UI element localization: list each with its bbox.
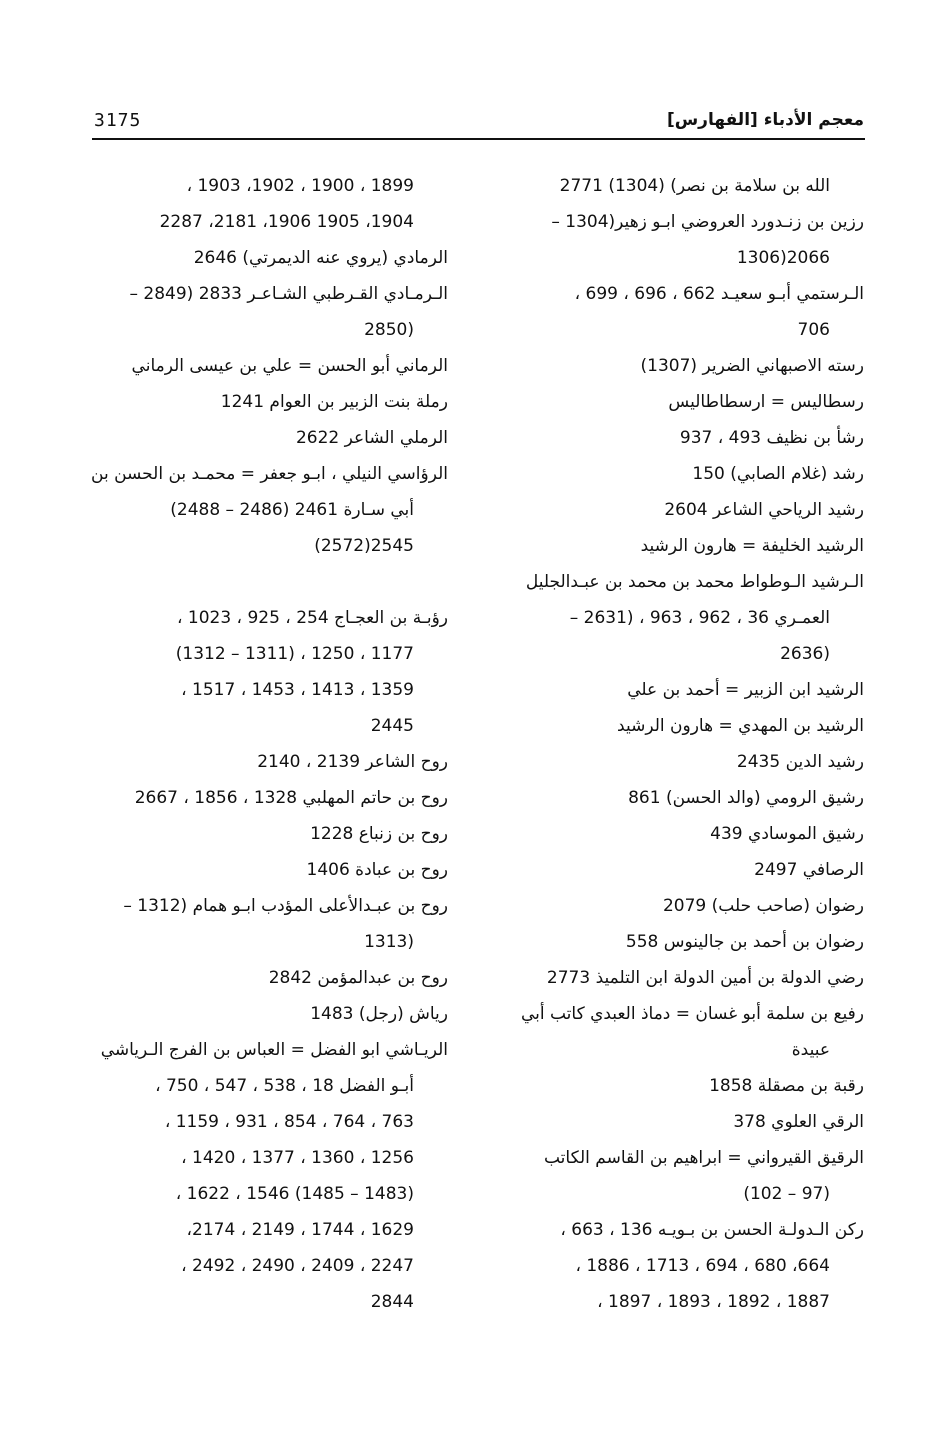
index-entry-line: 1256 ، 1360 ، 1377 ، 1420 ، — [181, 1148, 414, 1168]
index-entry-line: ركن الـدولـة الحسن بن بـويـه 136 ، 663 ، — [560, 1220, 864, 1240]
index-entry-line: رقبة بن مصقلة 1858 — [709, 1076, 864, 1096]
index-entry-line: رشد (غلام الصابي) 150 — [692, 464, 864, 484]
index-column-left — [86, 168, 448, 1320]
index-entry-line: 1904، 1905 1906، 2181، 2287 — [159, 212, 414, 232]
index-entry-line: أبي سـارة 2461 (2486 – 2488) — [170, 500, 414, 520]
index-entry-line: 2445 — [370, 716, 414, 736]
index-entry-line: (1483 – 1485) 1546 ، 1622 ، — [175, 1184, 414, 1204]
index-entry-line: روح بن زنباع 1228 — [310, 824, 448, 844]
index-entry-line: الرملي الشاعر 2622 — [295, 428, 448, 448]
index-entry-line: رشأ بن نظيف 493 ، 937 — [679, 428, 864, 448]
index-entry-line: 664، 680 ، 694 ، 1713 ، 1886 ، — [575, 1256, 830, 1276]
index-entry-line: رسته الاصبهاني الضرير (1307) — [640, 356, 864, 376]
index-entry-line: الـرستمي أبـو سعيـد 662 ، 696 ، 699 ، — [574, 284, 864, 304]
index-entry-line: (1313 — [364, 932, 414, 952]
index-entry-line: رزين بن زنـدورد العروضي ابـو زهير(1304 – — [551, 212, 864, 232]
index-entry-line: رشيد الدين 2435 — [736, 752, 864, 772]
index-entry-line: الرماني أبو الحسن = علي بن عيسى الرماني — [131, 356, 448, 376]
index-entry-line: (2636 — [780, 644, 830, 664]
index-entry-line: رضوان بن أحمد بن جالينوس 558 — [625, 932, 864, 952]
index-entry-line: الرشيد بن المهدي = هارون الرشيد — [617, 716, 864, 736]
index-entry-line: رياش (رجل) 1483 — [310, 1004, 448, 1024]
index-entry-line: 1177 ، 1250 ، (1311 – 1312) — [175, 644, 414, 664]
index-entry-line: الـرمـادي القـرطبي الشـاعـر 2833 (2849 – — [129, 284, 448, 304]
index-entry-line: 2844 — [370, 1292, 414, 1312]
index-entry-line: 2545(2572) — [314, 536, 414, 556]
index-entry-line: العمـري 36 ، 962 ، 963 ، (2631 – — [569, 608, 830, 628]
index-entry-line: روح بن عبدالمؤمن 2842 — [268, 968, 448, 988]
index-entry-line: 2066(1306 — [736, 248, 830, 268]
index-entry-line: الرؤاسي النيلي ، ابـو جعفر = محمـد بن الحسن بن — [91, 464, 448, 484]
index-entry-line: 2247 ، 2409 ، 2490 ، 2492 ، — [181, 1256, 414, 1276]
index-entry-line: روح الشاعر 2139 ، 2140 — [257, 752, 448, 772]
index-entry-line: الرقي العلوي 378 — [733, 1112, 864, 1132]
index-entry-line: 1899 ، 1900 ، 1902، 1903 ، — [186, 176, 414, 196]
index-entry-line: رشيق الموسادي 439 — [710, 824, 864, 844]
index-entry-line: 706 — [797, 320, 830, 340]
page-number: 3175 — [94, 110, 142, 131]
index-entry-line: رملة بنت الزبير بن العوام 1241 — [220, 392, 448, 412]
index-entry-line: عبيدة — [791, 1040, 830, 1060]
index-entry-line: رضي الدولة بن أمين الدولة ابن التلميذ 2773 — [546, 968, 864, 988]
index-entry-line: رفيع بن سلمة أبو غسان = دماذ العبدي كاتب أبي — [520, 1004, 864, 1024]
index-entry-line: روح بن حاتم المهلبي 1328 ، 1856 ، 2667 — [134, 788, 448, 808]
index-entry-line: الـرشيد الـوطواط محمد بن محمد بن عبـدالجليل — [525, 572, 864, 592]
index-entry-line: 1629 ، 1744 ، 2149 ، 2174، — [186, 1220, 414, 1240]
index-entry-line: (2850 — [364, 320, 414, 340]
index-entry-line: رشيد الرياحي الشاعر 2604 — [664, 500, 864, 520]
index-entry-line: رضوان (صاحب حلب) 2079 — [662, 896, 864, 916]
index-entry-line: الرصافي 2497 — [754, 860, 864, 880]
index-entry-line: روح بن عبادة 1406 — [306, 860, 448, 880]
index-entry-line: رؤبـة بن العجـاج 254 ، 925 ، 1023 ، — [177, 608, 448, 628]
index-entry-line: رسطاليس = ارسطاطاليس — [668, 392, 864, 412]
index-entry-line: 763 ، 764 ، 854 ، 931 ، 1159 ، — [164, 1112, 414, 1132]
index-entry-line: رشيق الرومي (والد الحسن) 861 — [628, 788, 864, 808]
index-entry-line: الرقيق القيرواني = ابراهيم بن القاسم الكاتب — [543, 1148, 864, 1168]
index-entry-line: روح بن عبـدالأعلى المؤدب ابـو همام (1312 – — [123, 896, 448, 916]
header-rule — [92, 138, 865, 140]
index-entry-line: الرشيد الخليفة = هارون الرشيد — [640, 536, 864, 556]
index-entry-line: الرمادي (يروي عنه الديمرتي) 2646 — [193, 248, 448, 268]
index-entry-line: الله بن سلامة بن نصر) (1304) 2771 — [559, 176, 830, 196]
blank-line — [86, 564, 448, 600]
index-entry-line: 1887 ، 1892 ، 1893 ، 1897 ، — [597, 1292, 830, 1312]
index-entry-line: 1359 ، 1413 ، 1453 ، 1517 ، — [181, 680, 414, 700]
index-entry-line: أبـو الفضل 18 ، 538 ، 547 ، 750 ، — [155, 1076, 414, 1096]
index-entry-line: الرشيد ابن الزبير = أحمد بن علي — [627, 680, 864, 700]
index-column-right — [502, 168, 864, 1320]
index-entry-line: (97 – 102) — [743, 1184, 830, 1204]
running-header-title: معجم الأدباء [الفهارس] — [666, 110, 864, 130]
index-entry-line: الريـاشي ابو الفضل = العباس بن الفرج الـرياشي — [100, 1040, 448, 1060]
